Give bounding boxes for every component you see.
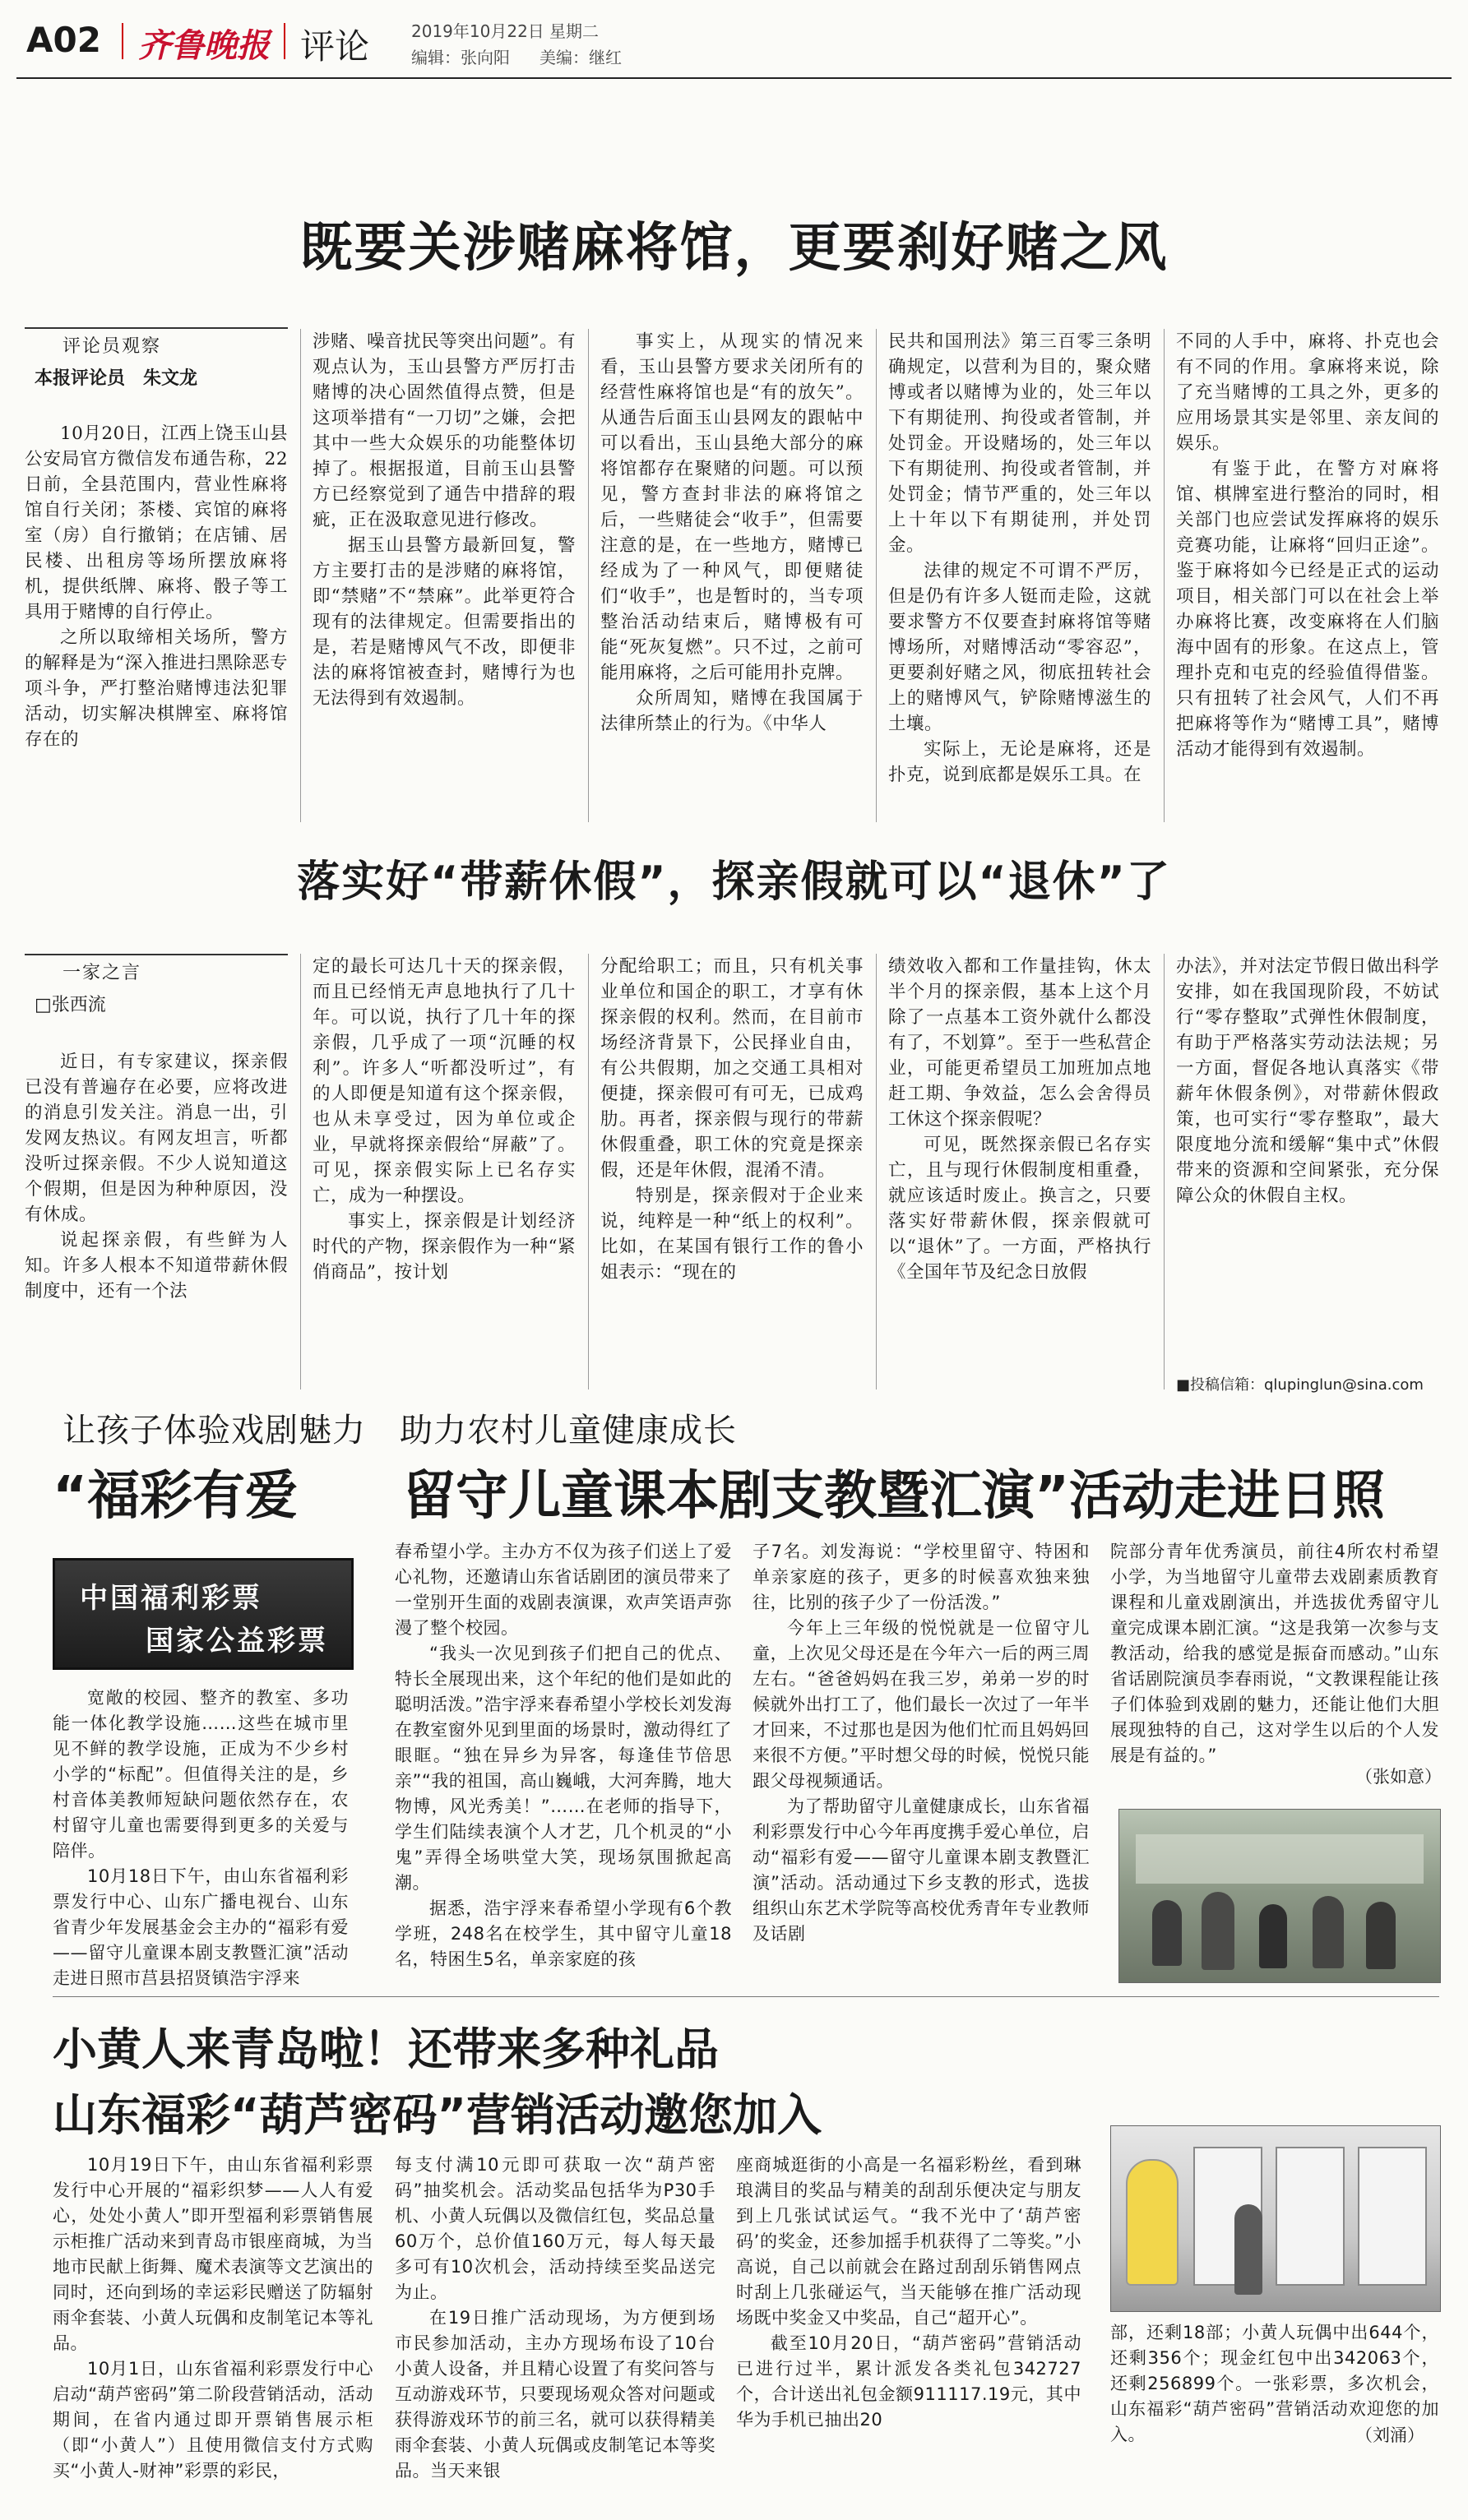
paragraph: 据玉山县警方最新回复，警方主要打击的是涉赌的麻将馆，即“禁赌”不“禁麻”。此举更符合现有的法律规定。但需要指出的是，若是赌博风气不改，即便非法的麻将馆被查封，赌博行为也无法得到有效遏制。 <box>313 535 576 709</box>
column-rule <box>1164 954 1165 1389</box>
column-rule <box>588 954 589 1389</box>
issue-date: 2019年10月22日 <box>411 21 544 41</box>
paragraph: 10月18日下午，由山东省福利彩票发行中心、山东广播电视台、山东省青少年发展基金会主办的“福彩有爱——留守儿童课本剧支教暨汇演”活动走进日照市莒县招贤镇浩宇浮来 <box>53 1866 349 1988</box>
paragraph: 子7名。刘发海说：“学校里留守、特困和单亲家庭的孩子，更多的时候喜欢独来独往，比别的孩子少了一份活泼。” <box>753 1542 1090 1612</box>
paragraph: 每支付满10元即可获取一次“葫芦密码”抽奖机会。活动奖品包括华为P30手机、小黄人玩偶以及微信红包，奖品总量60万个，总价值160万元，每人每天最多可有10次机会，活动持续至奖品送完为止。 <box>395 2155 715 2302</box>
article3-headline-right: 留守儿童课本剧支教暨汇演”活动走进日照 <box>403 1466 1386 1527</box>
article1-column-label: 评论员观察 <box>25 327 288 358</box>
paper-logo: 齐鲁晚报 <box>138 26 270 65</box>
article4-col-2 <box>395 2152 715 2484</box>
paragraph: 分配给职工；而且，只有机关事业单位和国企的职工，才享有休探亲假的权利。然而，在目前市场经济背景下，公民择业自由，有公共假期，加之交通工具相对便捷，探亲假可有可无，已成鸡肋。再者，探亲假与现行的带薪休假重叠，职工休的究竟是探亲假，还是年休假，混淆不清。 <box>600 956 864 1181</box>
column-rule <box>300 329 301 822</box>
paragraph: 10月1日，山东省福利彩票发行中心启动“葫芦密码”第二阶段营销活动，活动期间，在省内通过即开票销售展示柜（即“小黄人”）且使用微信支付方式购买“小黄人-财神”彩票的彩民， <box>53 2359 373 2481</box>
article3-col-1 <box>53 1685 349 1991</box>
paragraph: 法律的规定不可谓不严厉，但是仍有许多人铤而走险，这就要求警方不仅要查封麻将馆等赌博场所，对赌博活动“零容忍”，更要刹好赌之风，彻底扭转社会上的赌博风气，铲除赌博滋生的土壤。 <box>888 561 1151 734</box>
paragraph: 有鉴于此，在警方对麻将馆、棋牌室进行整治的同时，相关部门也应尝试发挥麻将的娱乐竞赛功能，让麻将“回归正途”。鉴于麻将如今已经是正式的运动项目，相关部门可以在社会上举办麻将比赛，改变麻将在人们脑海中固有的形象。在这点上，管理扑克和屯克的经验值得借鉴。只有扭转了社会风气，人们不再把麻将等作为“赌博工具”，赌博活动才能得到有效遏制。 <box>1176 459 1439 760</box>
section-rule <box>53 1996 1439 1997</box>
article2-col-1 <box>25 1049 288 1304</box>
article1-col-4 <box>888 329 1151 788</box>
article4-headline-1: 小黄人来青岛啦！还带来多种礼品 <box>53 2023 719 2075</box>
masthead-divider <box>284 23 285 59</box>
article4-author: （刘涌） <box>1355 2425 1424 2445</box>
article1-byline-box <box>25 327 288 390</box>
masthead-rule <box>16 77 1452 79</box>
paragraph: 之所以取缔相关场所，警方的解释是为“深入推进扫黑除恶专项斗争，严打整治赌博违法犯罪活动，切实解决棋牌室、麻将馆存在的 <box>25 627 288 750</box>
article2-byline-box <box>25 954 288 1016</box>
article2-col-3 <box>600 954 864 1285</box>
article3-col-2 <box>395 1539 732 1972</box>
paragraph: 10月19日下午，由山东省福利彩票发行中心开展的“福彩织梦——人人有爱心，处处小黄人”即开型福利彩票销售展示柜推广活动来到青岛市银座商城，为当地市民献上街舞、魔术表演等文艺演出的同时，还向到场的幸运彩民赠送了防辐射雨伞套装、小黄人玩偶和皮制笔记本等礼品。 <box>53 2155 373 2353</box>
paragraph: 说起探亲假，有些鲜为人知。许多人根本不知道带薪休假制度中，还有一个法 <box>25 1230 288 1302</box>
logo-line-2: 国家公益彩票 <box>146 1625 328 1658</box>
masthead-divider <box>122 23 123 59</box>
issue-weekday: 星期二 <box>549 21 599 41</box>
paragraph: 据悉，浩宇浮来春希望小学现有6个教学班，248名在校学生，其中留守儿童18名，特困生5名，单亲家庭的孩 <box>395 1898 732 1969</box>
paragraph: 为了帮助留守儿童健康成长，山东省福利彩票发行中心今年再度携手爱心单位，启动“福彩有爱——留守儿童课本剧支教暨汇演”活动。活动通过下乡支教的形式，选拔组织山东艺术学院等高校优秀青年专业教师及话剧 <box>753 1796 1090 1944</box>
article2-headline: 落实好“带薪休假”，探亲假就可以“退休”了 <box>297 858 1171 907</box>
paragraph: 10月20日，江西上饶玉山县公安局官方微信发布通告称，22日前，全县范围内，营业性麻将馆自行关闭；茶楼、宾馆的麻将室（房）自行撤销；在店铺、居民楼、出租房等场所摆放麻将机，提供纸牌、麻将、骰子等工具用于赌博的自行停止。 <box>25 423 288 622</box>
column-rule <box>1164 329 1165 822</box>
article1-col-2 <box>313 329 576 711</box>
paragraph: 近日，有专家建议，探亲假已没有普遍存在必要，应将改进的消息引发关注。消息一出，引发网友热议。有网友坦言，听都没听过探亲假。不少人说知道这个假期，但是因为种种原因，没有休成。 <box>25 1052 288 1225</box>
welfare-lottery-logo <box>53 1558 354 1670</box>
article2-col-4 <box>888 954 1151 1285</box>
paragraph: 办法》，并对法定节假日做出科学安排，如在我国现阶段，不妨试行“零存整取”式弹性休假制度，有助于严格落实劳动法法规；另一方面，督促各地认真落实《带薪年休假条例》，对带薪休假政策，也可实行“零存整取”，最大限度地分流和缓解“集中式”休假带来的资源和空间紧张，充分保障公众的休假自主权。 <box>1176 956 1439 1206</box>
paragraph: 宽敞的校园、整齐的教室、多功能一体化教学设施……这些在城市里见不鲜的教学设施，正成为不少乡村小学的“标配”。但值得关注的是，乡村音体美教师短缺问题依然存在，农村留守儿童也需要得到更多的关爱与陪伴。 <box>53 1688 349 1861</box>
designer-credit: 美编：继红 <box>540 48 622 67</box>
article3-headline-left: “福彩有爱 <box>53 1466 299 1527</box>
article1-headline: 既要关涉赌麻将馆，更要刹好赌之风 <box>299 218 1169 279</box>
paragraph: 春希望小学。主办方不仅为孩子们送上了爱心礼物，还邀请山东省话剧团的演员带来了一堂别开生面的戏剧表演课，欢声笑语声弥漫了整个校园。 <box>395 1542 732 1638</box>
paragraph: 在19日推广活动现场，为方便到场市民参加活动，主办方现场布设了10台小黄人设备，并且精心设置了有奖问答与互动游戏环节，只要现场观众答对问题或获得游戏环节的前三名，就可以获得精美雨伞套装、小黄人玩偶或皮制笔记本等奖品。当天来银 <box>395 2308 715 2481</box>
article3-kicker: 让孩子体验戏剧魅力 助力农村儿童健康成长 <box>63 1412 737 1450</box>
paragraph: 特别是，探亲假对于企业来说，纯粹是一种“纸上的权利”。比如，在某国有银行工作的鲁小姐表示：“现在的 <box>600 1186 864 1283</box>
paragraph: 涉赌、噪音扰民等突出问题”。有观点认为，玉山县警方严厉打击赌博的决心固然值得点赞，但是这项举措有“一刀切”之嫌，会把其中一些大众娱乐的功能整体切掉了。根据报道，目前玉山县警方已经察觉到了通告中措辞的瑕疵，正在汲取意见进行修改。 <box>313 331 576 530</box>
article2-byline: □张西流 <box>35 995 106 1015</box>
article2-column-label: 一家之言 <box>25 954 288 984</box>
section-name: 评论 <box>300 26 370 67</box>
paragraph: 部，还剩18部；小黄人玩偶中出644个，还剩356个；现金红包中出342063个，还剩256899个。一张彩票，多次机会，山东福彩“葫芦密码”营销活动欢迎您的加入。 <box>1110 2323 1439 2444</box>
paragraph: 院部分青年优秀演员，前往4所农村希望小学，为当地留守儿童带去戏剧素质教育课程和儿童戏剧演出，并选拔优秀留守儿童完成课本剧汇演。“这是我第一次参与支教活动，给我的感觉是振奋而感动。”山东省话剧院演员李春雨说，“文教课程能让孩子们体验到戏剧的魅力，还能让他们大胆展现独特的自己，这对学生以后的个人发展是有益的。” <box>1110 1542 1439 1765</box>
article1-byline: 本报评论员 朱文龙 <box>35 368 198 389</box>
logo-line-1: 中国福利彩票 <box>80 1582 262 1615</box>
paragraph: 今年上三年级的悦悦就是一位留守儿童，上次见父母还是在今年六一后的两三周左右。“爸爸妈妈在我三岁，弟弟一岁的时候就外出打工了，他们最长一次过了一年半才回来，不过那也是因为他们忙而且妈妈回来很不方便。”平时想父母的时候，悦悦只能跟父母视频通话。 <box>753 1618 1090 1791</box>
paragraph: “我头一次见到孩子们把自己的优点、特长全展现出来，这个年纪的他们是如此的聪明活泼。”浩宇浮来春希望小学校长刘发海在教室窗外见到里面的场景时，激动得红了眼眶。“独在异乡为异客，每逢佳节倍思亲”“我的祖国，高山巍峨，大河奔腾，地大物博，风光秀美！”……在老师的指导下，学生们陆续表演个人才艺，几个机灵的“小鬼”弄得全场哄堂大笑，现场氛围掀起高潮。 <box>395 1644 732 1893</box>
paragraph: 事实上，探亲假是计划经济时代的产物，探亲假作为一种“紧俏商品”，按计划 <box>313 1211 576 1283</box>
column-rule <box>876 329 877 822</box>
contact-email: ■投稿信箱：qlupinglun@sina.com <box>1176 1376 1424 1394</box>
paragraph: 事实上，从现实的情况来看，玉山县警方要求关闭所有的经营性麻将馆也是“有的放矢”。从通告后面玉山县网友的跟帖中可以看出，玉山县绝大部分的麻将馆都存在聚赌的问题。可以预见，警方查封非法的麻将馆之后，一些赌徒会“收手”，但需要注意的是，在一些地方，赌博已经成为了一种风气，即便赌徒们“收手”，也是暂时的，当专项整治活动结束后，赌博极有可能“死灰复燃”。只不过，之前可能用麻将，之后可能用扑克牌。 <box>600 331 864 683</box>
article1-col-5 <box>1176 329 1439 762</box>
paragraph: 实际上，无论是麻将，还是扑克，说到底都是娱乐工具。在 <box>888 739 1151 785</box>
page-number: A02 <box>26 20 101 60</box>
article2-col-5 <box>1176 954 1439 1209</box>
article4-col-3 <box>736 2152 1081 2433</box>
paragraph: 绩效收入都和工作量挂钩，休太半个月的探亲假，基本上这个月除了一点基本工资外就什么都没有了，不划算”。至于一些私营企业，可能更希望员工加班加点地赶工期、争效益，怎么会舍得员工休这个探亲假呢？ <box>888 956 1151 1130</box>
article3-col-4 <box>1110 1539 1439 1769</box>
article1-col-3 <box>600 329 864 737</box>
minions-event-photo <box>1110 2125 1441 2312</box>
article3-col-3 <box>753 1539 1090 1947</box>
paragraph: 民共和国刑法》第三百零三条明确规定，以营利为目的，聚众赌博或者以赌博为业的，处三年以下有期徒刑、拘役或者管制，并处罚金。开设赌场的，处三年以下有期徒刑、拘役或者管制，并处罚金；情节严重的，处三年以上十年以下有期徒刑，并处罚金。 <box>888 331 1151 556</box>
paragraph: 可见，既然探亲假已名存实亡，且与现行休假制度相重叠，就应该适时废止。换言之，只要落实好带薪休假，探亲假就可以“退休”了。一方面，严格执行《全国年节及纪念日放假 <box>888 1135 1151 1283</box>
children-drama-photo <box>1118 1809 1441 1983</box>
article1-col-1 <box>25 421 288 752</box>
column-rule <box>876 954 877 1389</box>
article2-col-2 <box>313 954 576 1285</box>
paragraph: 截至10月20日，“葫芦密码”营销活动已进行过半，累计派发各类礼包342727个，合计送出礼包金额911117.19元，其中华为手机已抽出20 <box>736 2333 1081 2430</box>
column-rule <box>588 329 589 822</box>
masthead <box>16 15 1452 72</box>
article4-col-1 <box>53 2152 373 2484</box>
paragraph: 众所周知，赌博在我国属于法律所禁止的行为。《中华人 <box>600 688 864 734</box>
paragraph: 定的最长可达几十天的探亲假，而且已经悄无声息地执行了几十年。可以说，执行了几十年的探亲假，几乎成了一项“沉睡的权利”。许多人“听都没听过”，有的人即便是知道有这个探亲假，也从未享受过，因为单位或企业，早就将探亲假给“屏蔽”了。可见，探亲假实际上已名存实亡，成为一种摆设。 <box>313 956 576 1206</box>
article3-author: （张如意） <box>1355 1767 1442 1787</box>
column-rule <box>300 954 301 1389</box>
paragraph: 座商城逛街的小高是一名福彩粉丝，看到琳琅满目的奖品与精美的刮刮乐便决定与朋友到上几张试试运气。“我不光中了‘葫芦密码’的奖金，还参加摇手机获得了二等奖。”小高说，自己以前就会在路过刮刮乐销售网点时刮上几张碰运气，当天能够在推广活动现场既中奖金又中奖品，自己“超开心”。 <box>736 2155 1081 2328</box>
editor-credit: 编辑：张向阳 <box>411 48 510 67</box>
article4-headline-2: 山东福彩“葫芦密码”营销活动邀您加入 <box>53 2089 822 2141</box>
paragraph: 不同的人手中，麻将、扑克也会有不同的作用。拿麻将来说，除了充当赌博的工具之外，更多的应用场景其实是邻里、亲友间的娱乐。 <box>1176 331 1439 454</box>
